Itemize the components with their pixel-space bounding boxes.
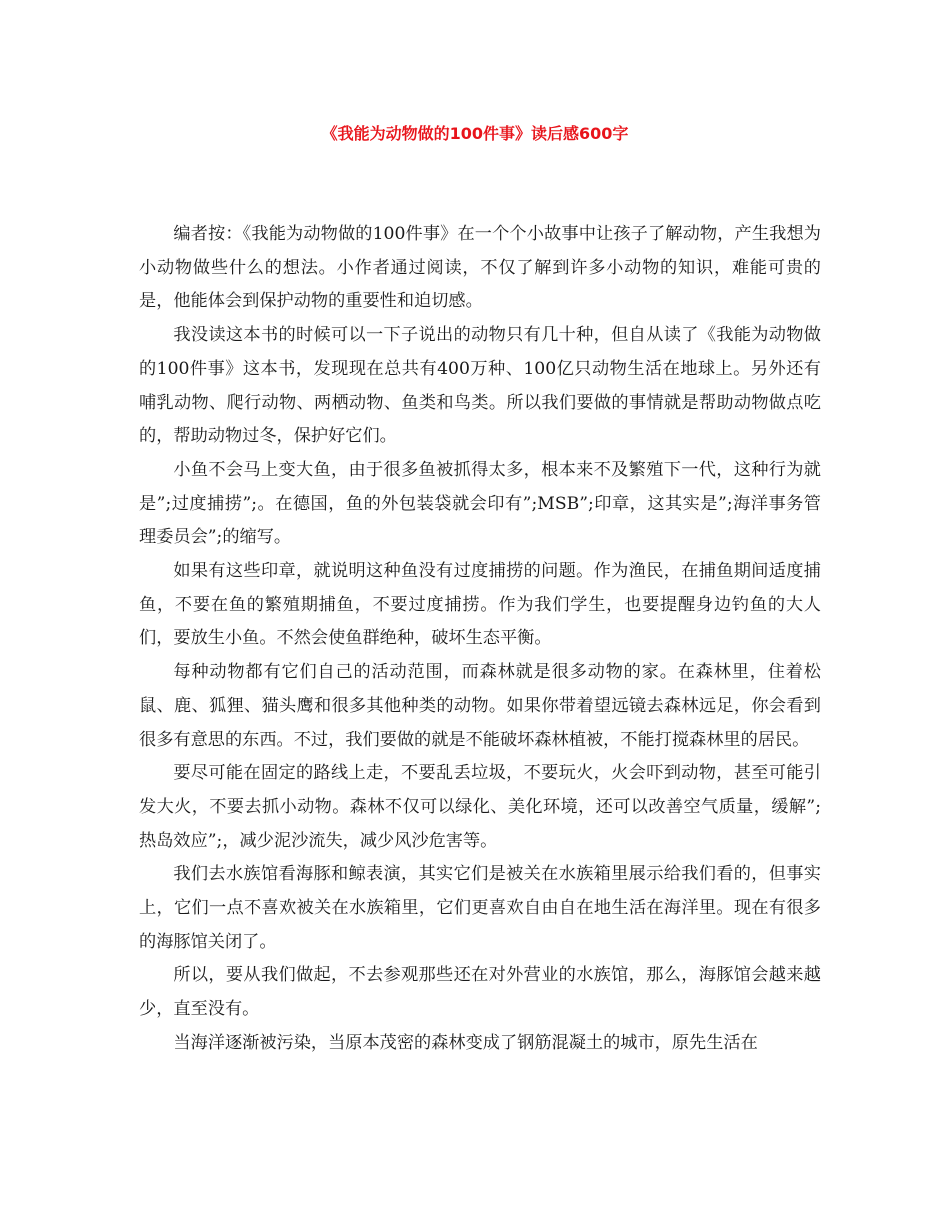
- paragraph: 要尽可能在固定的路线上走，不要乱丢垃圾，不要玩火，火会吓到动物，甚至可能引发大火，不要去抓小动物。森林不仅可以绿化、美化环境，还可以改善空气质量，缓解”;热岛效应”;，减少泥沙流失，减少风沙危害等。: [139, 763, 821, 851]
- paragraph: 如果有这些印章，就说明这种鱼没有过度捕捞的问题。作为渔民，在捕鱼期间适度捕鱼，不要在鱼的繁殖期捕鱼，不要过度捕捞。作为我们学生，也要提醒身边钓鱼的大人们，要放生小鱼。不然会使鱼群绝种，破坏生态平衡。: [139, 561, 821, 649]
- paragraph: 我们去水族馆看海豚和鲸表演，其实它们是被关在水族箱里展示给我们看的，但事实上，它们一点不喜欢被关在水族箱里，它们更喜欢自由自在地生活在海洋里。现在有很多的海豚馆关闭了。: [139, 864, 821, 952]
- paragraph: 当海洋逐渐被污染，当原本茂密的森林变成了钢筋混凝土的城市，原先生活在: [173, 1032, 758, 1053]
- paragraph-editor-note: 编者按：《我能为动物做的100件事》在一个个小故事中让孩子了解动物，产生我想为小动物做些什么的想法。小作者通过阅读，不仅了解到许多小动物的知识，难能可贵的是，他能体会到保护动物的重要性和迫切感。: [139, 224, 821, 312]
- paragraph: 所以，要从我们做起，不去参观那些还在对外营业的水族馆，那么，海豚馆会越来越少，直至没有。: [139, 965, 821, 1020]
- paragraph: 每种动物都有它们自己的活动范围，而森林就是很多动物的家。在森林里，住着松鼠、鹿、狐狸、猫头鹰和很多其他种类的动物。如果你带着望远镜去森林远足，你会看到很多有意思的东西。不过，我们要做的就是不能破坏森林植被，不能打搅森林里的居民。: [139, 662, 821, 750]
- document-body: [139, 218, 821, 1061]
- document-title: 《我能为动物做的100件事》读后感600字: [321, 124, 629, 143]
- paragraph: 我没读这本书的时候可以一下子说出的动物只有几十种，但自从读了《我能为动物做的100件事》这本书，发现现在总共有400万种、100亿只动物生活在地球上。另外还有哺乳动物、爬行动物、两栖动物、鱼类和鸟类。所以我们要做的事情就是帮助动物做点吃的，帮助动物过冬，保护好它们。: [139, 325, 821, 447]
- paragraph: 小鱼不会马上变大鱼，由于很多鱼被抓得太多，根本来不及繁殖下一代，这种行为就是”;过度捕捞”;。在德国，鱼的外包装袋就会印有”;MSB”;印章，这其实是”;海洋事务管理委员会”;的缩写。: [139, 459, 821, 548]
